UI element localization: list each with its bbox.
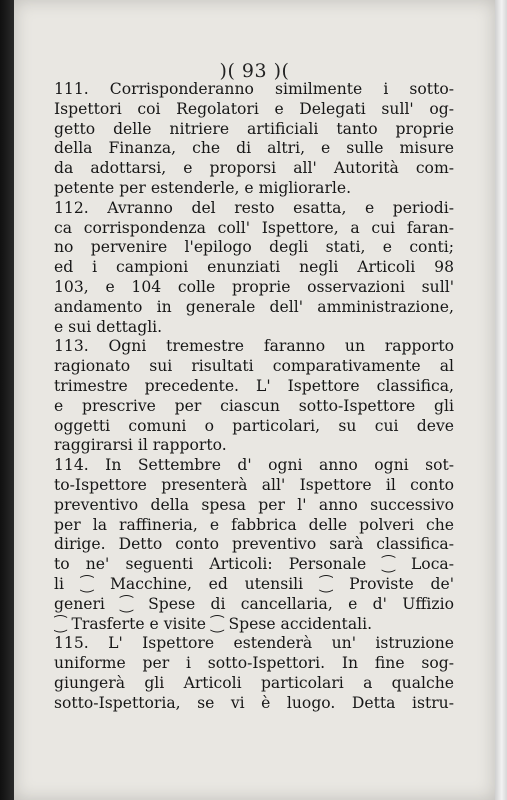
text-line: oggetti comuni o particolari, su cui deve xyxy=(54,416,454,435)
scan-left-border xyxy=(0,0,14,800)
text-line: sotto-Ispettoria, se vi è luogo. Detta istru- xyxy=(54,693,454,712)
text-line: per la raffineria, e fabbrica delle polveri che xyxy=(54,515,454,534)
text-line: generi ⁐ Spese di cancellaria, e d' Uffizio xyxy=(54,594,454,613)
text-line: ed i campioni enunziati negli Articoli 98 xyxy=(54,258,454,277)
text-line: uniforme per i sotto-Ispettori. In fine sog- xyxy=(54,654,454,673)
text-line: 114. In Settembre d' ogni anno ogni sot- xyxy=(54,456,454,475)
text-line: 115. L' Ispettore estenderà un' istruzione xyxy=(54,634,454,653)
text-line: raggirarsi il rapporto. xyxy=(54,436,227,455)
body-text xyxy=(54,80,454,714)
text-line: li ⁐ Macchine, ed utensili ⁐ Proviste de' xyxy=(54,574,454,593)
text-line: 112. Avranno del resto esatta, e periodi- xyxy=(54,198,454,217)
text-line: giungerà gli Articoli particolari a qualche xyxy=(54,673,454,692)
text-line: della Finanza, che di altri, e sulle misure xyxy=(54,139,454,158)
text-line: e prescrive per ciascun sotto-Ispettore gli xyxy=(54,396,454,415)
book-page xyxy=(14,0,495,800)
text-line: to-Ispettore presenterà all' Ispettore il conto xyxy=(54,475,454,494)
text-line: andamento in generale dell' amministrazione, xyxy=(54,297,454,316)
text-line: petente per estenderle, e migliorarle. xyxy=(54,178,352,197)
text-line: 111. Corrisponderanno similmente i sotto- xyxy=(54,80,454,98)
text-line: 103, e 104 colle proprie osservazioni sull' xyxy=(54,277,454,296)
text-line: to ne' seguenti Articoli: Personale ⁐ Loca- xyxy=(54,555,454,574)
text-line: 113. Ogni tremestre faranno un rapporto xyxy=(54,337,454,356)
text-line: da adottarsi, e proporsi all' Autorità com- xyxy=(54,159,454,178)
text-line: ⁐ Trasferte e visite ⁐ Spese accidentali. xyxy=(54,614,373,633)
page-header-number: )( 93 )( xyxy=(219,60,290,82)
text-line: ragionato sui risultati comparativamente al xyxy=(54,357,454,376)
text-line: ca corrispondenza coll' Ispettore, a cui faran- xyxy=(54,218,454,237)
text-line: dirige. Detto conto preventivo sarà classifica- xyxy=(54,535,454,554)
text-line: preventivo della spesa per l' anno successivo xyxy=(54,495,454,514)
text-line: trimestre precedente. L' Ispettore classifica, xyxy=(54,376,454,395)
text-line: e sui dettagli. xyxy=(54,317,163,336)
page-edge-right xyxy=(495,0,507,800)
text-line: no pervenire l'epilogo degli stati, e conti; xyxy=(54,238,454,257)
text-line: getto delle nitriere artificiali tanto proprie xyxy=(54,119,454,138)
text-line: Ispettori coi Regolatori e Delegati sull' og- xyxy=(54,99,454,118)
